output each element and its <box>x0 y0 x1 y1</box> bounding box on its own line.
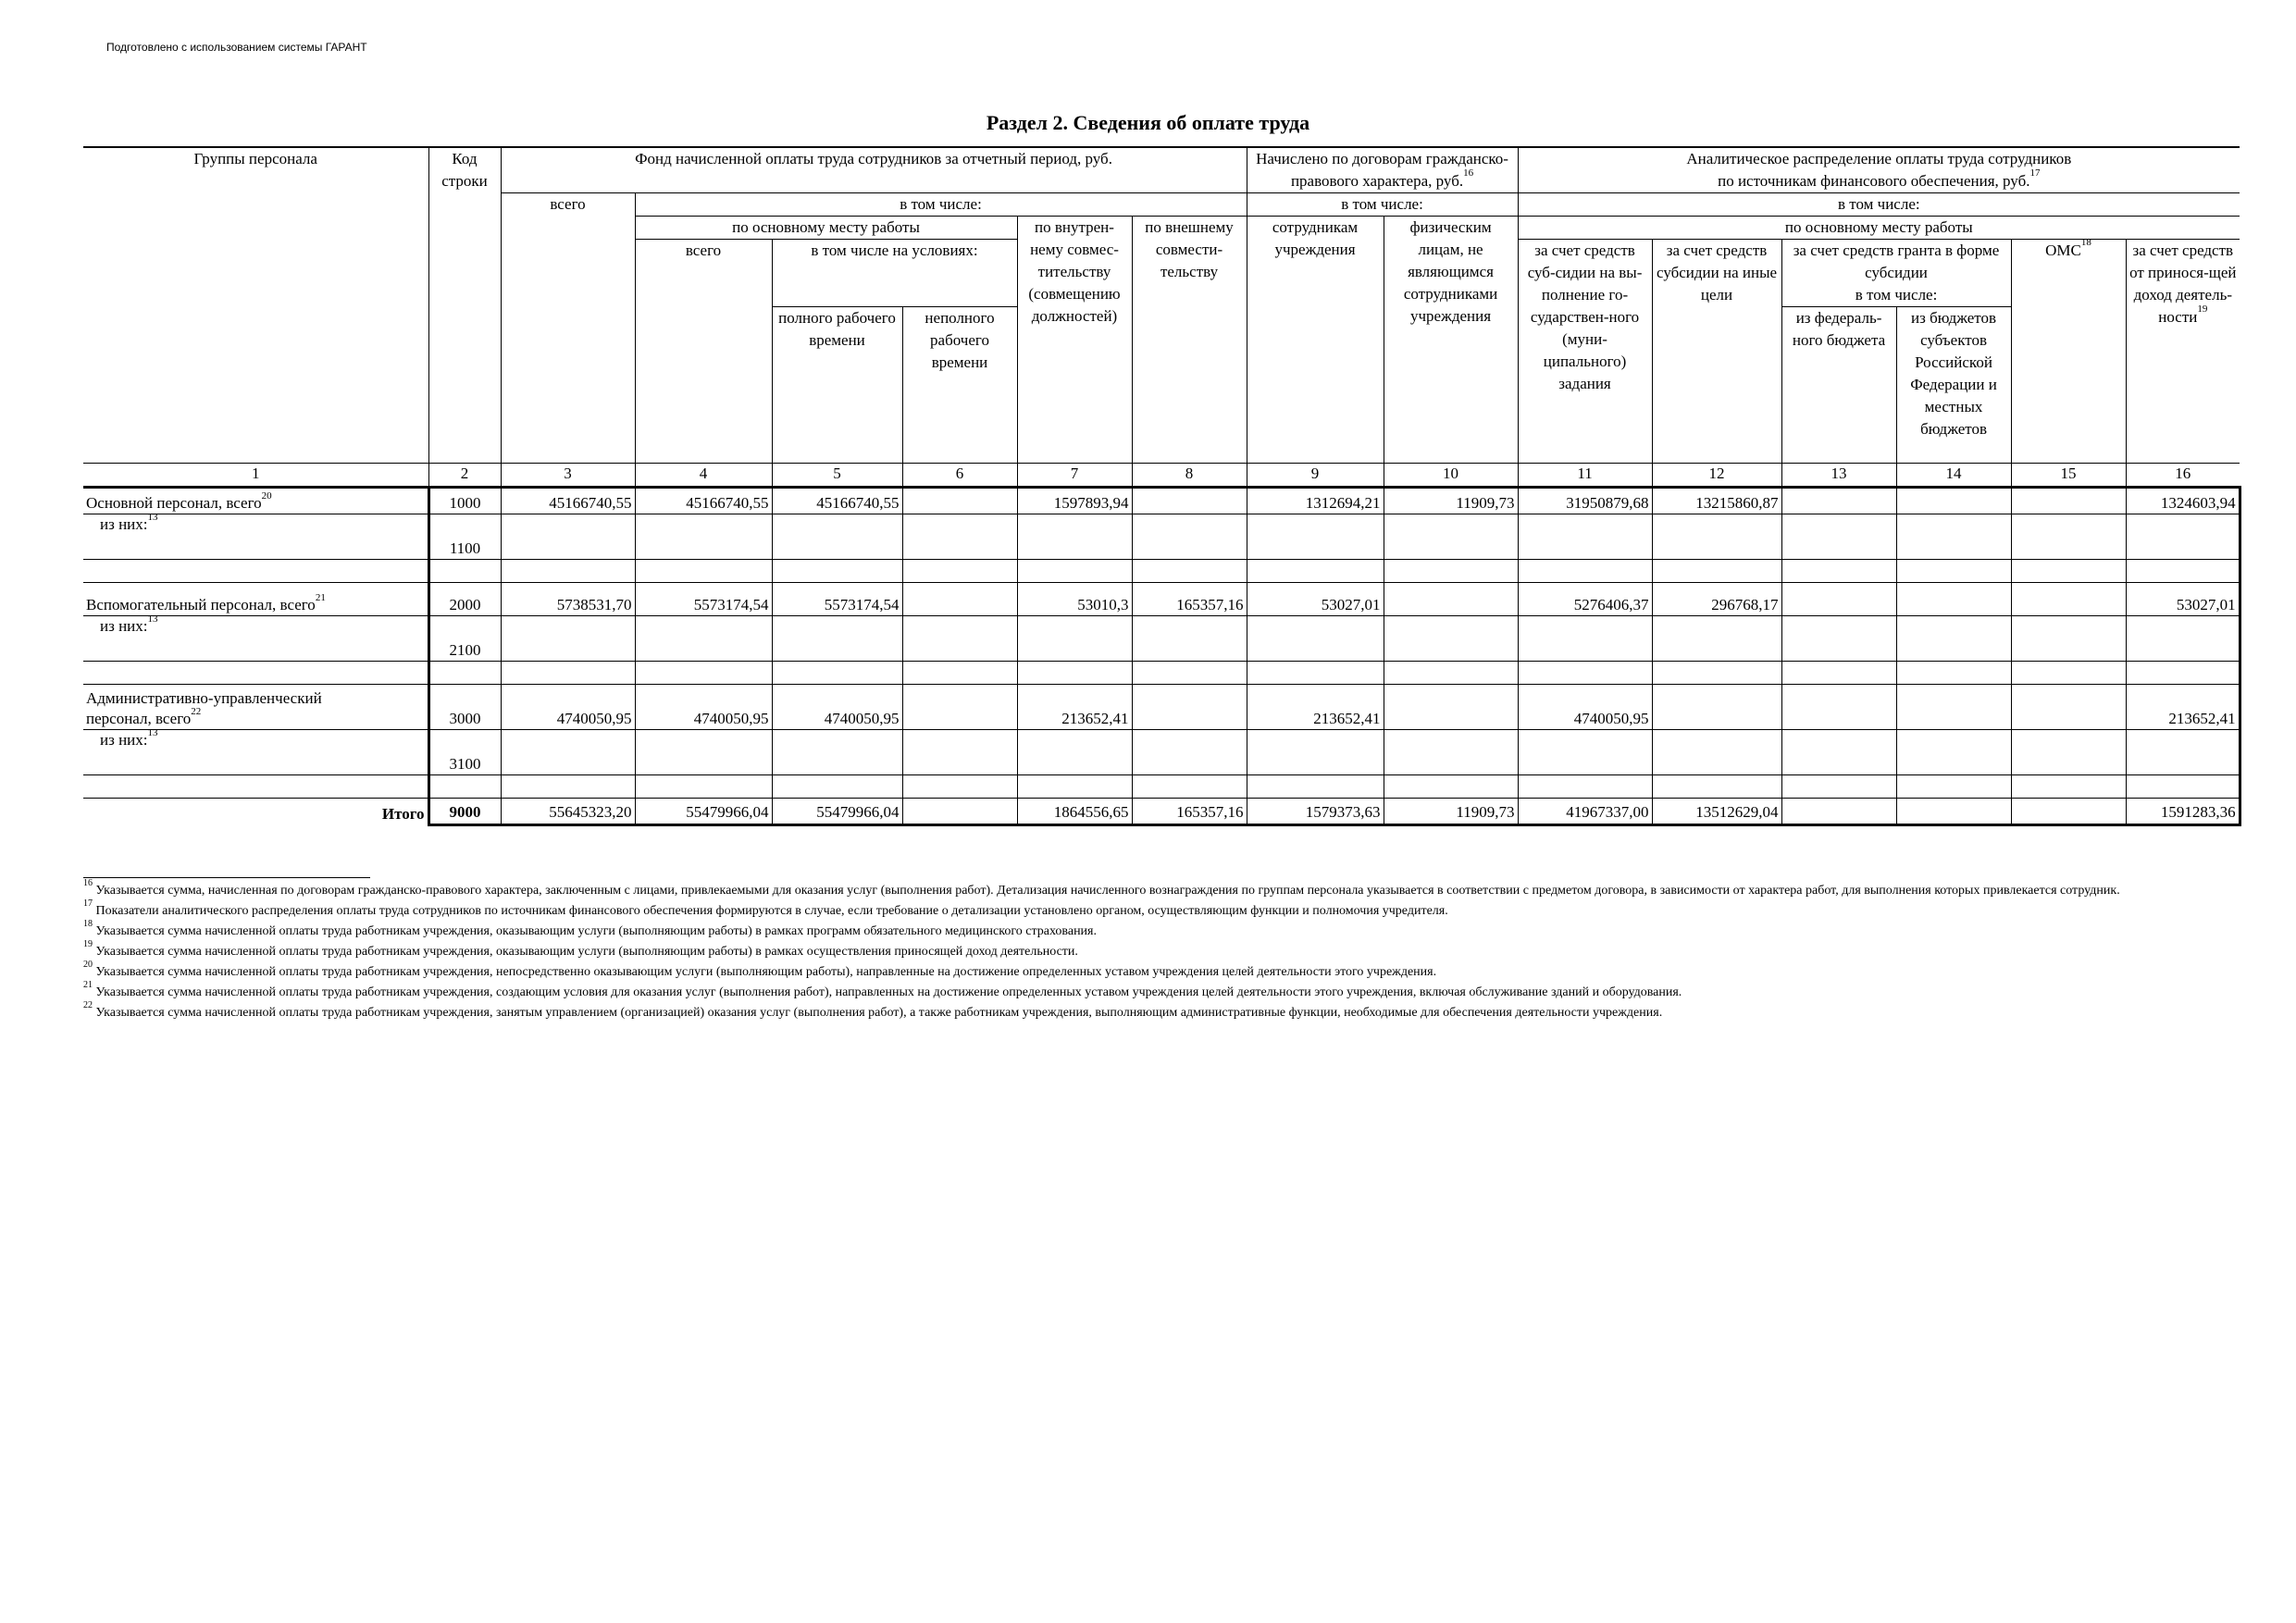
footnote: $^{20}$ Указывается сумма начисленной оплаты труда работникам учреждения, непосредственно оказывающим услуги (выполняющим работы), направленные на достижение определенных уставом учреждения целей деятельности этого учреждения. <box>83 960 1437 979</box>
col-number: 13 <box>1781 464 1896 488</box>
cell: 5738531,70 <box>501 583 635 616</box>
cell: 53027,01 <box>1247 583 1384 616</box>
row-code: 1000 <box>428 488 501 514</box>
table-row-aux-staff <box>83 583 2240 616</box>
cell <box>902 488 1017 514</box>
header-analytic: Аналитическое распределение оплаты труда сотрудников по источникам финансового обеспечения, руб.$^{17}$ <box>1518 147 2240 193</box>
col-number: 4 <box>635 464 772 488</box>
table-row-total <box>83 799 2240 825</box>
cell: 5276406,37 <box>1518 583 1652 616</box>
row-label: Вспомогательный персонал, всего$^{21}$ <box>83 583 428 616</box>
footnote: $^{17}$ Показатели аналитического распределения оплаты труда сотрудников по источникам финансового обеспечения формируются в случае, если требование о детализации установлено органом, осуществляющим функции и полномочия учредителя. <box>83 898 1448 918</box>
cell: 5573174,54 <box>635 583 772 616</box>
cell: 1864556,65 <box>1017 799 1132 825</box>
row-code: 3100 <box>428 730 501 775</box>
col-number: 5 <box>772 464 902 488</box>
row-code: 3000 <box>428 685 501 730</box>
cell: 53027,01 <box>2126 583 2240 616</box>
cell <box>1781 488 1896 514</box>
cell: 41967337,00 <box>1518 799 1652 825</box>
cell: 55645323,20 <box>501 799 635 825</box>
table-row-aux-sub <box>83 616 2240 662</box>
header-subsidy-other: за счет средств субсидии на иные цели <box>1652 240 1781 464</box>
col-number: 7 <box>1017 464 1132 488</box>
footnote: $^{18}$ Указывается сумма начисленной оплаты труда работникам учреждения, оказывающим услуги (выполняющим работы) в рамках программ обязательного медицинского страхования. <box>83 919 1097 938</box>
table-row-blank <box>83 662 2240 685</box>
col-number: 3 <box>501 464 635 488</box>
footnote-divider <box>83 877 370 878</box>
header-federal: из федераль-ного бюджета <box>1781 307 1896 464</box>
cell: 1597893,94 <box>1017 488 1132 514</box>
header-income: за счет средств от принося-щей доход деятель-ности$^{19}$ <box>2126 240 2240 464</box>
cell: 4740050,95 <box>772 685 902 730</box>
cell: 45166740,55 <box>635 488 772 514</box>
col-number: 11 <box>1518 464 1652 488</box>
header-full-time: полного рабочего времени <box>772 307 902 464</box>
col-number: 16 <box>2126 464 2240 488</box>
cell <box>1132 488 1247 514</box>
cell: 4740050,95 <box>635 685 772 730</box>
col-number: 15 <box>2011 464 2126 488</box>
header-non-employees: физическим лицам, не являющимся сотрудниками учреждения <box>1384 217 1518 464</box>
footnote: $^{22}$ Указывается сумма начисленной оплаты труда работникам учреждения, занятым управлением (организацией) оказания услуг (выполнения работ), а также работникам учреждения, выполняющим административные функции, необходимые для обеспечения деятельности учреждения. <box>83 1000 1663 1020</box>
cell <box>1652 685 1781 730</box>
cell <box>1384 583 1518 616</box>
header-contracts-incl: в том числе: <box>1247 193 1518 217</box>
header-groups: Группы персонала <box>83 147 428 464</box>
cell <box>2011 488 2126 514</box>
header-regional: из бюджетов субъектов Российской Федерации и местных бюджетов <box>1896 307 2011 464</box>
header-main-total: всего <box>635 240 772 464</box>
cell: 213652,41 <box>1017 685 1132 730</box>
cell <box>902 685 1017 730</box>
column-numbers-row <box>83 464 2240 488</box>
row-label: Административно-управленческий персонал, всего$^{22}$ <box>83 685 428 730</box>
col-number: 12 <box>1652 464 1781 488</box>
cell: 45166740,55 <box>501 488 635 514</box>
header-analytic-main-place: по основному месту работы <box>1518 217 2240 240</box>
table-row-blank <box>83 560 2240 583</box>
cell: 5573174,54 <box>772 583 902 616</box>
col-number: 8 <box>1132 464 1247 488</box>
cell: 1312694,21 <box>1247 488 1384 514</box>
cell: 31950879,68 <box>1518 488 1652 514</box>
header-fund: Фонд начисленной оплаты труда сотрудников за отчетный период, руб. <box>501 147 1247 193</box>
cell <box>1896 488 2011 514</box>
header-fund-total: всего <box>501 193 635 464</box>
section-title: Раздел 2. Сведения об оплате труда <box>986 111 1310 134</box>
garant-note: Подготовлено с использованием системы ГАРАНТ <box>106 41 367 54</box>
cell: 165357,16 <box>1132 799 1247 825</box>
row-code: 1100 <box>428 514 501 560</box>
col-number: 10 <box>1384 464 1518 488</box>
col-number: 14 <box>1896 464 2011 488</box>
cell: 1591283,36 <box>2126 799 2240 825</box>
cell <box>2011 685 2126 730</box>
header-incl-cond: в том числе на условиях: <box>772 240 1017 307</box>
row-label: из них:$^{13}$ <box>83 514 428 560</box>
cell <box>1781 583 1896 616</box>
cell: 45166740,55 <box>772 488 902 514</box>
row-label: из них:$^{13}$ <box>83 616 428 662</box>
row-code: 2000 <box>428 583 501 616</box>
col-number: 2 <box>428 464 501 488</box>
cell: 53010,3 <box>1017 583 1132 616</box>
cell: 55479966,04 <box>635 799 772 825</box>
table-row-admin-staff <box>83 685 2240 730</box>
cell: 55479966,04 <box>772 799 902 825</box>
table-row-main-staff <box>83 488 2240 514</box>
header-main-place: по основному месту работы <box>635 217 1017 240</box>
cell: 165357,16 <box>1132 583 1247 616</box>
cell <box>1384 685 1518 730</box>
header-grant: за счет средств гранта в форме субсидии в том числе: <box>1781 240 2011 307</box>
header-employees: сотрудникам учреждения <box>1247 217 1384 464</box>
row-code: 2100 <box>428 616 501 662</box>
row-label: из них:$^{13}$ <box>83 730 428 775</box>
cell: 13512629,04 <box>1652 799 1781 825</box>
cell <box>1132 685 1247 730</box>
cell: 213652,41 <box>2126 685 2240 730</box>
header-part-time: неполного рабочего времени <box>902 307 1017 464</box>
payroll-table <box>83 146 2241 826</box>
table-row-main-sub <box>83 514 2240 560</box>
cell: 13215860,87 <box>1652 488 1781 514</box>
cell <box>1781 799 1896 825</box>
cell: 11909,73 <box>1384 488 1518 514</box>
total-label: Итого <box>83 799 428 825</box>
header-code: Код строки <box>428 147 501 464</box>
cell <box>2011 583 2126 616</box>
cell <box>902 583 1017 616</box>
cell <box>1896 583 2011 616</box>
cell <box>2011 799 2126 825</box>
header-internal: по внутрен-нему совмес-тительству (совмещению должностей) <box>1017 217 1132 464</box>
col-number: 9 <box>1247 464 1384 488</box>
row-label: Основной персонал, всего$^{20}$ <box>83 488 428 514</box>
cell: 1324603,94 <box>2126 488 2240 514</box>
header-external: по внешнему совмести-тельству <box>1132 217 1247 464</box>
cell: 296768,17 <box>1652 583 1781 616</box>
col-number: 1 <box>83 464 428 488</box>
table-row-admin-sub <box>83 730 2240 775</box>
header-oms: ОМС$^{18}$ <box>2011 240 2126 464</box>
cell: 4740050,95 <box>501 685 635 730</box>
cell: 4740050,95 <box>1518 685 1652 730</box>
footnote: $^{21}$ Указывается сумма начисленной оплаты труда работникам учреждения, создающим условия для оказания услуг (выполнения работ), направленных на достижение определенных уставом учреждения целей деятельности этого учреждения, включая обслуживание зданий и оборудования. <box>83 980 1682 999</box>
cell <box>902 799 1017 825</box>
footnote: $^{16}$ Указывается сумма, начисленная по договорам гражданско-правового характера, заключенным с лицами, привлекаемыми для оказания услуг (выполнения работ). Детализация начисленного вознаграждения по группам персонала указывается в соответствии с предметом договора, в зависимости от характера работ, для выполнения которых привлекается сотрудник. <box>83 878 2120 898</box>
total-code: 9000 <box>428 799 501 825</box>
cell <box>1781 685 1896 730</box>
table-row-blank <box>83 775 2240 799</box>
footnote: $^{19}$ Указывается сумма начисленной оплаты труда работникам учреждения, оказывающим услуги (выполняющим работы) в рамках осуществления приносящей доход деятельности. <box>83 939 1078 959</box>
header-subsidy-task: за счет средств суб-сидии на вы-полнение го-сударствен-ного (муни-ципального) задания <box>1518 240 1652 464</box>
header-contracts: Начислено по договорам гражданско-правового характера, руб.$^{16}$ <box>1247 147 1518 193</box>
cell: 1579373,63 <box>1247 799 1384 825</box>
header-fund-incl: в том числе: <box>635 193 1247 217</box>
cell: 11909,73 <box>1384 799 1518 825</box>
col-number: 6 <box>902 464 1017 488</box>
footnotes <box>83 878 2240 1023</box>
cell <box>1896 799 2011 825</box>
header-analytic-incl: в том числе: <box>1518 193 2240 217</box>
cell: 213652,41 <box>1247 685 1384 730</box>
cell <box>1896 685 2011 730</box>
